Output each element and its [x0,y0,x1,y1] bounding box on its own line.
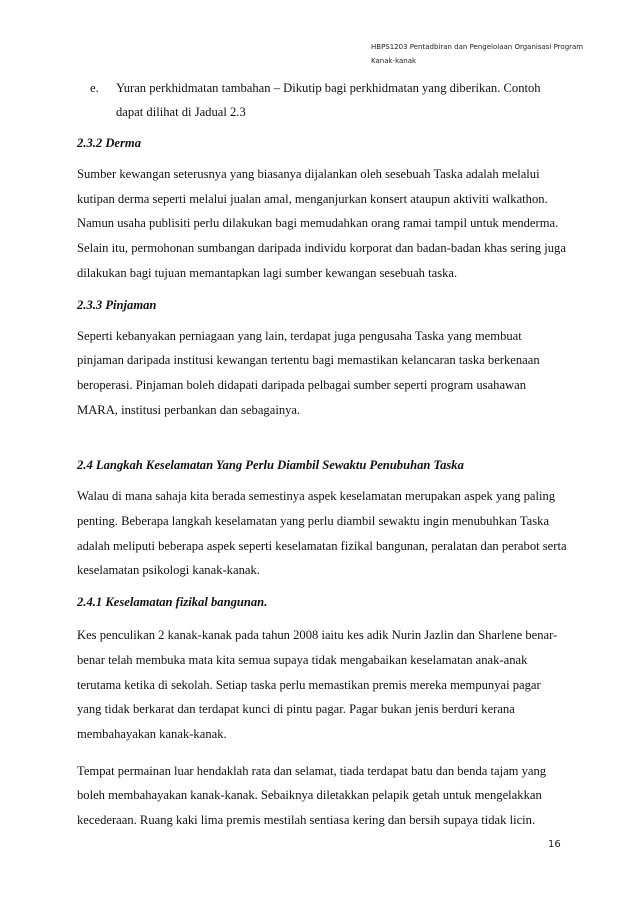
running-header [371,40,611,68]
list-item-e [90,76,567,124]
header-line-1: HBPS1203 Pentadbiran dan Pengelolaan Organisasi Program [371,43,584,51]
page-content [77,76,567,833]
paragraph: Sumber kewangan seterusnya yang biasanya dijalankan oleh sesebuah Taska adalah melalui kutipan derma seperti melalui jualan amal, menganjurkan konsert ataupun aktiviti walkathon. Namun usaha publisiti perlu dilakukan bagi memudahkan orang ramai tampil untuk menderma. Selain itu, permohonan sumbangan daripada individu korporat dan badan-badan khas sering juga dilakukan bagi tujuan memantapkan lagi sumber kewangan sesebuah taska. [77,167,566,280]
list-marker: e. [90,81,99,95]
section-heading-pinjaman: 2.3.3 Pinjaman [77,297,157,312]
paragraph: Kes penculikan 2 kanak-kanak pada tahun 2008 iaitu kes adik Nurin Jazlin dan Sharlene benar-benar telah membuka mata kita semua supaya tidak mengabaikan keselamatan anak-anak terutama ketika di sekolah. Setiap taska perlu memastikan premis mereka mempunyai pagar yang tidak berkarat dan terdapat kunci di pintu pagar. Pagar bukan jenis berduri kerana membahayakan kanak-kanak. [77,628,558,741]
section-heading-derma: 2.3.2 Derma [77,136,142,150]
list-item-text: Yuran perkhidmatan tambahan – Dikutip bagi perkhidmatan yang diberikan. Contoh dapat dilihat di Jadual 2.3 [116,81,541,119]
page-number: 16 [548,839,561,850]
section-heading-keselamatan-fizikal: 2.4.1 Keselamatan fizikal bangunan. [77,595,268,610]
paragraph: Seperti kebanyakan perniagaan yang lain, terdapat juga pengusaha Taska yang membuat pinjaman daripada institusi kewangan tertentu bagi memastikan kelancaran taska berkenaan beroperasi. Pinjaman boleh didapati daripada pelbagai sumber seperti program usahawan MARA, institusi perbankan dan sebagainya. [77,328,540,417]
section-heading-langkah-keselamatan: 2.4 Langkah Keselamatan Yang Perlu Diambil Sewaktu Penubuhan Taska [77,458,464,473]
paragraph: Walau di mana sahaja kita berada semestinya aspek keselamatan merupakan aspek yang paling penting. Beberapa langkah keselamatan yang perlu diambil sewaktu ingin menubuhkan Taska adalah meliputi beberapa aspek seperti keselamatan fizikal bangunan, peralatan dan perabot serta keselamatan psikologi kanak-kanak. [77,489,567,578]
paragraph: Tempat permainan luar hendaklah rata dan selamat, tiada terdapat batu dan benda tajam yang boleh membahayakan kanak-kanak. Sebaiknya diletakkan pelapik getah untuk mengelakkan kecederaan. Ruang kaki lima premis mestilah sentiasa kering dan bersih supaya tidak licin. [77,763,547,828]
header-line-2: Kanak-kanak [371,57,417,65]
